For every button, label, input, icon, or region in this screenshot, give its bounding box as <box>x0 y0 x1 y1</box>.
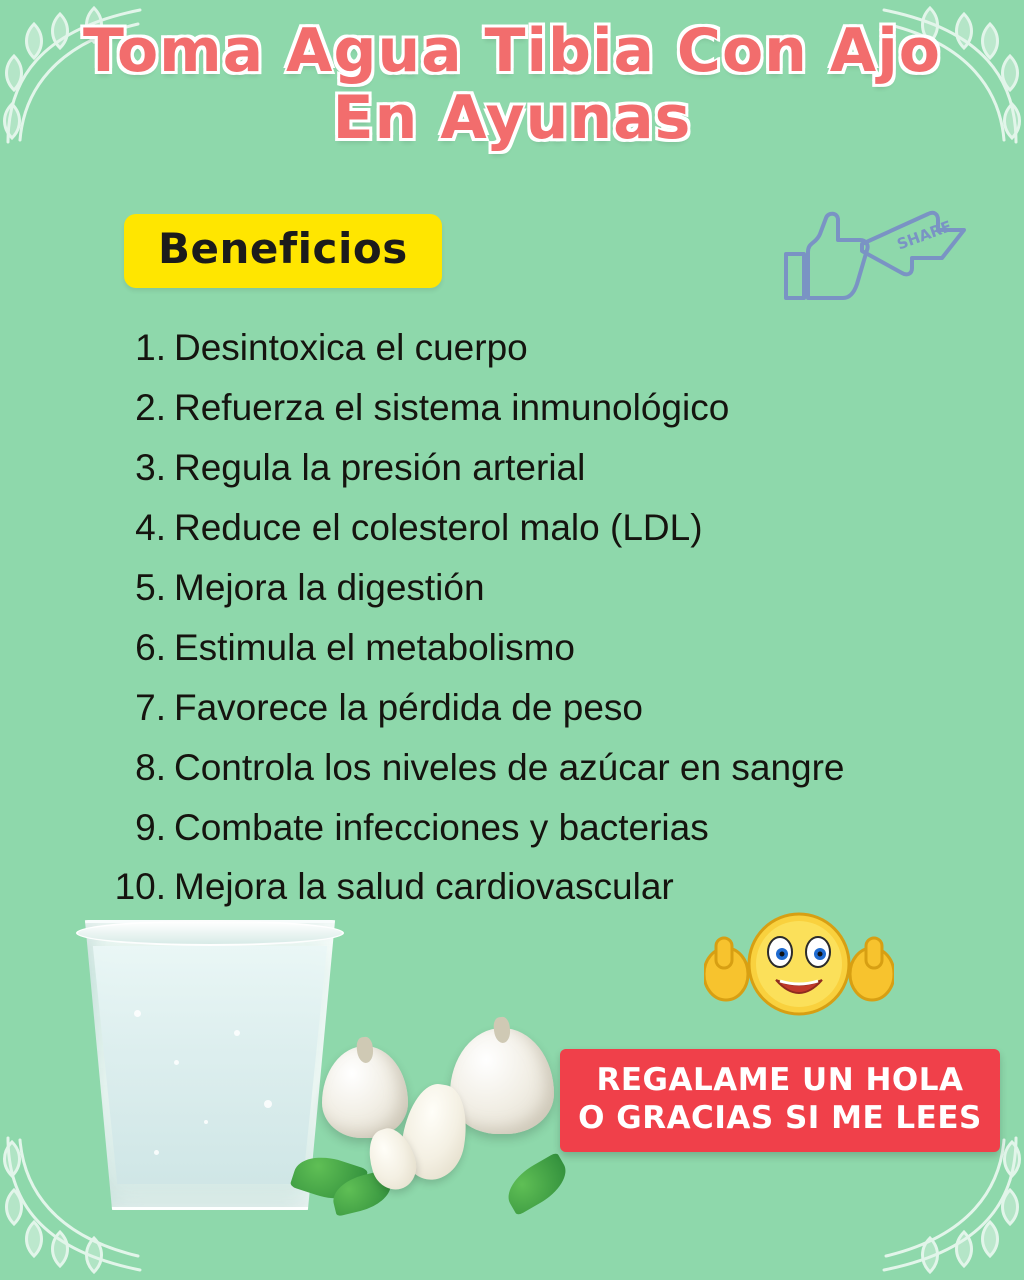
garlic-bulb <box>450 1028 554 1134</box>
list-item-label: Favorece la pérdida de peso <box>174 686 643 728</box>
cta-banner[interactable] <box>560 1049 1000 1153</box>
share-label: SHARE <box>894 217 955 254</box>
bubble <box>174 1060 179 1065</box>
bubble <box>204 1120 208 1124</box>
glass-rim <box>76 920 344 946</box>
list-item-number: 2. <box>135 386 166 428</box>
list-item-label: Estimula el metabolismo <box>174 626 575 668</box>
bubble <box>134 1010 141 1017</box>
list-item-number: 1. <box>135 327 166 368</box>
garlic-bulb <box>322 1046 408 1138</box>
list-item-number: 8. <box>135 746 166 788</box>
cta-line-2: O GRACIAS SI ME LEES <box>578 1100 982 1137</box>
list-item-number: 9. <box>135 806 166 848</box>
list-item <box>96 738 976 798</box>
garlic-bulbs-and-cloves-photo <box>300 1024 580 1204</box>
list-item <box>96 618 976 678</box>
list-item-number: 3. <box>135 446 166 488</box>
list-item-label: Mejora la digestión <box>174 566 485 608</box>
thumbs-up-share-arrow-icon[interactable] <box>776 196 976 306</box>
list-item-number: 6. <box>135 626 166 668</box>
list-item-label: Mejora la salud cardiovascular <box>174 866 674 908</box>
parsley-leaf <box>499 1152 574 1216</box>
benefits-list <box>96 318 976 917</box>
list-item-number: 10. <box>114 866 166 908</box>
glass-water <box>88 946 332 1184</box>
corner-flourish-icon <box>874 1130 1024 1280</box>
bubble <box>264 1100 272 1108</box>
title-line-2: En Ayunas <box>332 83 692 154</box>
title-line-1: Toma Agua Tibia Con Ajo <box>82 16 942 86</box>
list-item-label: Refuerza el sistema inmunológico <box>174 386 730 428</box>
benefits-badge-label: Beneficios <box>158 224 408 273</box>
list-item <box>96 438 976 498</box>
cta-line-1: REGALAME UN HOLA <box>596 1061 964 1098</box>
list-item-label: Controla los niveles de azúcar en sangre <box>174 746 845 788</box>
list-item-number: 7. <box>135 686 166 728</box>
list-item <box>96 558 976 618</box>
list-item-label: Regula la presión arterial <box>174 446 586 488</box>
smiley-thumbs-up-emoji <box>704 908 894 1018</box>
list-item <box>96 378 976 438</box>
list-item <box>96 678 976 738</box>
list-item-label: Combate infecciones y bacterias <box>174 806 709 848</box>
bubble <box>154 1150 159 1155</box>
benefits-badge <box>124 214 442 288</box>
page-title <box>0 18 1024 152</box>
list-item-label: Reduce el colesterol malo (LDL) <box>174 506 703 548</box>
list-item-number: 5. <box>135 566 166 608</box>
list-item-label: Desintoxica el cuerpo <box>174 327 528 368</box>
bubble <box>234 1030 240 1036</box>
list-item <box>96 798 976 858</box>
list-item <box>96 318 976 378</box>
list-item-number: 4. <box>135 506 166 548</box>
list-item <box>96 498 976 558</box>
